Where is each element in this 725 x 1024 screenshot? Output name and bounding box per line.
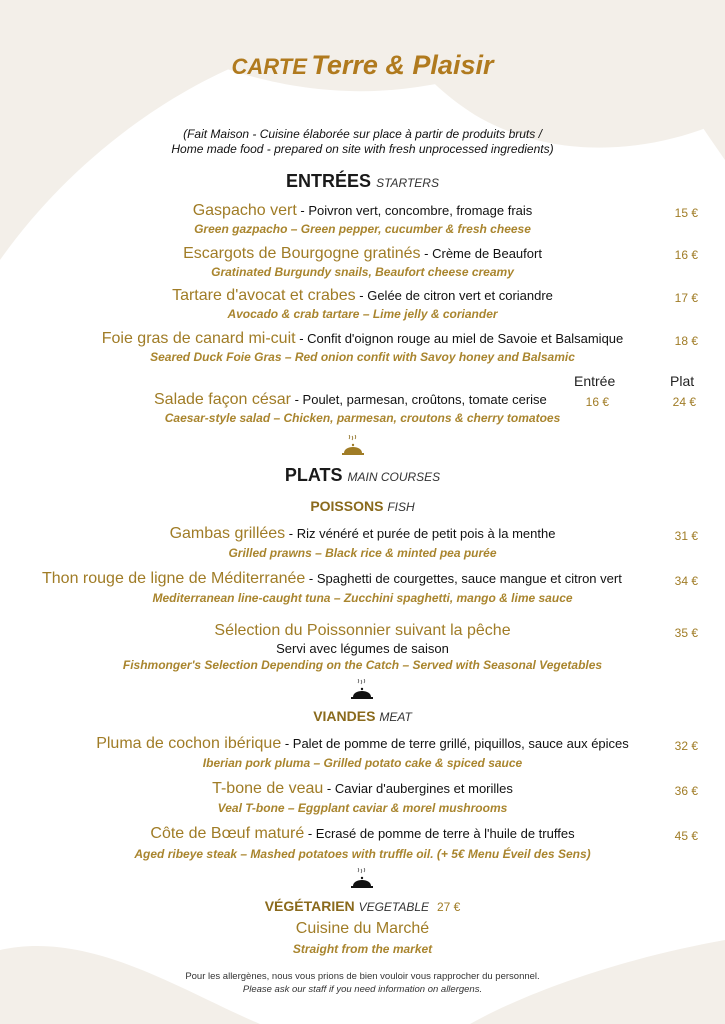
dish-desc: - Confit d'oignon rouge au miel de Savoie et Balsamique — [295, 331, 624, 346]
dish-selection — [0, 622, 725, 640]
dish-en: Veal T-bone – Eggplant caviar & morel mushrooms — [217, 801, 508, 815]
vegetarian-heading-en: VEGETABLE — [358, 900, 430, 914]
dish-en: Iberian pork pluma – Grilled potato cake & spiced sauce — [202, 756, 523, 770]
dish-desc: - Riz vénéré et purée de petit pois à la menthe — [285, 526, 556, 541]
dish-name: Salade façon césar — [154, 391, 291, 408]
title-prefix: CARTE — [231, 54, 307, 79]
fish-heading-en: FISH — [387, 500, 415, 514]
fish-heading-fr: POISSONS — [310, 498, 384, 514]
dish-name: Tartare d'avocat et crabes — [172, 287, 356, 304]
col-head-entree: Entrée — [574, 373, 616, 389]
price: 17 € — [674, 291, 698, 305]
dish-en: Avocado & crab tartare – Lime jelly & coriander — [227, 307, 498, 321]
cloche-icon — [351, 868, 373, 890]
fish-heading — [0, 498, 725, 514]
price-plat: 24 € — [672, 395, 696, 409]
dish-en: Aged ribeye steak – Mashed potatoes with truffle oil. (+ 5€ Menu Éveil des Sens) — [134, 847, 591, 861]
starters-heading-en: STARTERS — [376, 176, 439, 190]
dish-name: Gambas grillées — [169, 525, 286, 542]
cloche-icon — [342, 435, 364, 457]
price: 18 € — [674, 334, 698, 348]
meat-heading-en: MEAT — [379, 710, 412, 724]
vegetarian-heading — [0, 898, 725, 914]
dish-en: Green gazpacho – Green pepper, cucumber & fresh cheese — [194, 222, 531, 236]
dish-en: Grilled prawns – Black rice & minted pea purée — [228, 546, 497, 560]
dish-desc: - Palet de pomme de terre grillé, piquillos, sauce aux épices — [281, 736, 629, 751]
dish-en: Caesar-style salad – Chicken, parmesan, croutons & cherry tomatoes — [164, 411, 561, 425]
price: 15 € — [674, 206, 698, 220]
dish-name: Sélection du Poissonnier suivant la pêche — [214, 622, 511, 639]
dish-cote-boeuf — [0, 825, 725, 843]
dish-gaspacho — [0, 202, 725, 220]
mains-heading-fr: PLATS — [284, 465, 343, 485]
dish-escargots — [0, 245, 725, 263]
dish-caesar — [154, 391, 547, 409]
dish-name: Pluma de cochon ibérique — [96, 735, 282, 752]
dish-en: Straight from the market — [292, 942, 433, 956]
price: 35 € — [674, 626, 698, 640]
dish-name: Foie gras de canard mi-cuit — [101, 330, 296, 347]
mains-heading-en: MAIN COURSES — [347, 470, 441, 484]
meat-heading — [0, 708, 725, 724]
mains-heading — [0, 465, 725, 486]
allergen-note-en: Please ask our staff if you need information on allergens. — [242, 984, 483, 995]
vegetarian-price: 27 € — [436, 900, 461, 914]
dish-cuisine-marche — [0, 920, 725, 938]
dish-name: Cuisine du Marché — [295, 920, 430, 937]
dish-thon — [42, 570, 622, 588]
dish-name: Gaspacho vert — [192, 202, 297, 219]
dish-name: Thon rouge de ligne de Méditerranée — [42, 570, 306, 587]
dish-desc: Servi avec légumes de saison — [276, 641, 449, 656]
price: 32 € — [674, 739, 698, 753]
dish-desc: - Crème de Beaufort — [420, 246, 542, 261]
price: 16 € — [674, 248, 698, 262]
dish-en: Gratinated Burgundy snails, Beaufort cheese creamy — [211, 265, 514, 279]
price: 45 € — [674, 829, 698, 843]
price: 34 € — [674, 574, 698, 588]
starters-heading-fr: ENTRÉES — [286, 171, 372, 191]
dish-tbone — [0, 780, 725, 798]
title-main: Terre & Plaisir — [311, 50, 494, 80]
dish-en: Mediterranean line-caught tuna – Zucchini spaghetti, mango & lime sauce — [152, 591, 573, 605]
dish-desc: - Poivron vert, concombre, fromage frais — [296, 203, 533, 218]
price: 36 € — [674, 784, 698, 798]
dish-pluma — [0, 735, 725, 753]
dish-name: T-bone de veau — [212, 780, 324, 797]
starters-heading — [0, 171, 725, 192]
allergen-note-fr: Pour les allergènes, nous vous prions de bien vouloir vous rapprocher du personnel. — [185, 971, 540, 982]
dish-name: Côte de Bœuf maturé — [150, 825, 305, 842]
dish-desc: - Ecrasé de pomme de terre à l'huile de truffes — [304, 826, 575, 841]
dish-desc: - Spaghetti de courgettes, sauce mangue et citron vert — [305, 571, 622, 586]
dish-tartare — [0, 287, 725, 305]
price: 31 € — [674, 529, 698, 543]
dish-desc: - Caviar d'aubergines et morilles — [323, 781, 513, 796]
vegetarian-heading-fr: VÉGÉTARIEN — [264, 898, 355, 914]
dish-en: Fishmonger's Selection Depending on the Catch – Served with Seasonal Vegetables — [122, 658, 603, 672]
cloche-icon — [351, 679, 373, 701]
intro-fr: (Fait Maison - Cuisine élaborée sur place à partir de produits bruts / — [183, 127, 542, 141]
dish-en: Seared Duck Foie Gras – Red onion confit with Savoy honey and Balsamic — [150, 350, 575, 364]
dish-foie-gras — [0, 330, 725, 348]
meat-heading-fr: VIANDES — [313, 708, 376, 724]
dish-desc: - Poulet, parmesan, croûtons, tomate cerise — [290, 392, 547, 407]
dish-name: Escargots de Bourgogne gratinés — [183, 245, 421, 262]
intro-en: Home made food - prepared on site with fresh unprocessed ingredients) — [171, 142, 554, 156]
col-head-plat: Plat — [670, 373, 695, 389]
menu-title — [0, 50, 725, 81]
dish-desc: - Gelée de citron vert et coriandre — [355, 288, 553, 303]
price-entree: 16 € — [585, 395, 609, 409]
intro — [0, 127, 725, 157]
dish-gambas — [0, 525, 725, 543]
